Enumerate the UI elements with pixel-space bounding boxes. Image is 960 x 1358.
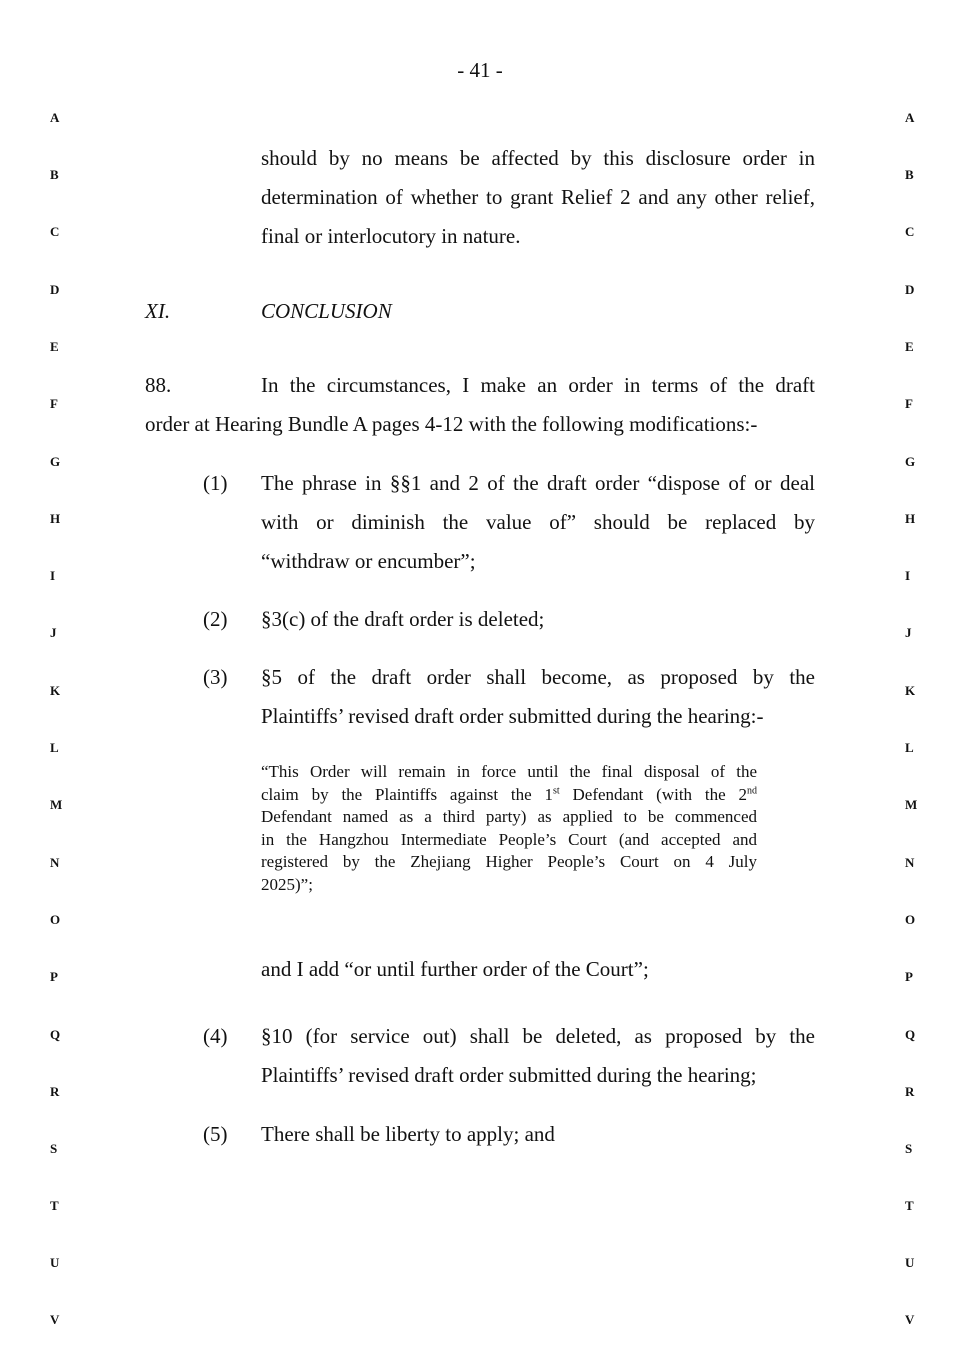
margin-letter: B	[50, 167, 59, 182]
text-line: with or diminish the value of” should be replaced by	[261, 510, 815, 534]
text-line: The phrase in §§1 and 2 of the draft order “dispose of or deal	[261, 471, 815, 495]
margin-letter: A	[50, 110, 60, 125]
margin-letter: L	[905, 740, 914, 755]
quote-line: Defendant named as a third party) as applied to be commenced	[261, 807, 757, 826]
quote-line	[261, 784, 757, 807]
superscript: st	[553, 784, 560, 796]
quote-fragment: Defendant (with the 2	[559, 784, 747, 804]
margin-letter: C	[905, 224, 915, 239]
margin-letter: I	[50, 568, 56, 583]
page-number: - 41 -	[457, 58, 503, 82]
item-number: (3)	[203, 665, 228, 689]
margin-letter: M	[50, 797, 63, 812]
margin-letter: E	[50, 339, 59, 354]
item-number: (2)	[203, 607, 228, 631]
text-line: final or interlocutory in nature.	[261, 224, 521, 248]
margin-letter: U	[50, 1255, 60, 1270]
margin-letter: S	[905, 1141, 913, 1156]
margin-letter: B	[905, 167, 914, 182]
quote-fragment: claim by the Plaintiffs against the 1	[261, 784, 554, 804]
margin-letter: D	[50, 282, 60, 297]
item-number: (1)	[203, 471, 228, 495]
text-line: §3(c) of the draft order is deleted;	[261, 607, 545, 631]
margin-letter: E	[905, 339, 914, 354]
paragraph-88-line1: In the circumstances, I make an order in terms of the draft	[261, 373, 815, 397]
item-text	[261, 658, 815, 736]
superscript: nd	[747, 784, 757, 796]
margin-letter: I	[905, 568, 911, 583]
margin-letter: N	[905, 855, 915, 870]
quote-line: “This Order will remain in force until the final disposal of the	[261, 762, 757, 781]
margin-letter: A	[905, 110, 915, 125]
text-line: Plaintiffs’ revised draft order submitted during the hearing:-	[261, 704, 764, 728]
margin-letter: F	[50, 396, 58, 411]
addition-text: and I add “or until further order of the Court”;	[261, 957, 649, 981]
margin-letter: J	[905, 625, 912, 640]
section-number: XI.	[145, 299, 171, 323]
margin-letter: R	[50, 1084, 60, 1099]
margin-letter: C	[50, 224, 60, 239]
margin-letter: G	[50, 454, 61, 469]
margin-letter: T	[50, 1198, 59, 1213]
margin-letter: K	[905, 683, 916, 698]
text-line: There shall be liberty to apply; and	[261, 1122, 555, 1146]
quoted-order-text	[261, 761, 757, 896]
margin-letter: S	[50, 1141, 58, 1156]
margin-letter: V	[905, 1312, 915, 1327]
margin-letter: O	[50, 912, 61, 927]
margin-letter: J	[50, 625, 57, 640]
text-line: Plaintiffs’ revised draft order submitted during the hearing;	[261, 1063, 757, 1087]
item-text	[261, 600, 815, 639]
quote-line: 2025)”;	[261, 874, 313, 894]
margin-letter: T	[905, 1198, 914, 1213]
text-line: §10 (for service out) shall be deleted, as proposed by the	[261, 1024, 815, 1048]
quote-line: registered by the Zhejiang Higher People’s Court on 4 July	[261, 852, 757, 871]
quote-line: in the Hangzhou Intermediate People’s Court (and accepted and	[261, 829, 757, 849]
margin-letter: U	[905, 1255, 915, 1270]
text-line: determination of whether to grant Relief 2 and any other relief,	[261, 185, 815, 209]
margin-letter: L	[50, 740, 59, 755]
paragraph-number: 88.	[145, 373, 172, 397]
item-number: (4)	[203, 1024, 228, 1048]
section-title: CONCLUSION	[261, 299, 392, 323]
item-text	[261, 1017, 815, 1095]
text-line: should by no means be affected by this disclosure order in	[261, 146, 815, 170]
continuation-paragraph	[261, 139, 815, 256]
item-text	[261, 1115, 815, 1154]
item-text	[261, 464, 815, 581]
margin-letter: H	[905, 511, 916, 526]
margin-letter: P	[50, 969, 58, 984]
margin-letter: Q	[905, 1027, 916, 1042]
margin-letter: N	[50, 855, 60, 870]
margin-letter: K	[50, 683, 61, 698]
margin-letter: H	[50, 511, 61, 526]
margin-letter: D	[905, 282, 915, 297]
margin-letter: R	[905, 1084, 915, 1099]
item-number: (5)	[203, 1122, 228, 1146]
text-line: §5 of the draft order shall become, as proposed by the	[261, 665, 815, 689]
text-line: “withdraw or encumber”;	[261, 549, 476, 573]
margin-letter: Q	[50, 1027, 61, 1042]
margin-letter: F	[905, 396, 913, 411]
paragraph-88-line2: order at Hearing Bundle A pages 4-12 with the following modifications:-	[145, 412, 758, 436]
margin-letter: G	[905, 454, 916, 469]
margin-letter: P	[905, 969, 913, 984]
margin-letter: O	[905, 912, 916, 927]
margin-letter: V	[50, 1312, 60, 1327]
margin-letter: M	[905, 797, 918, 812]
